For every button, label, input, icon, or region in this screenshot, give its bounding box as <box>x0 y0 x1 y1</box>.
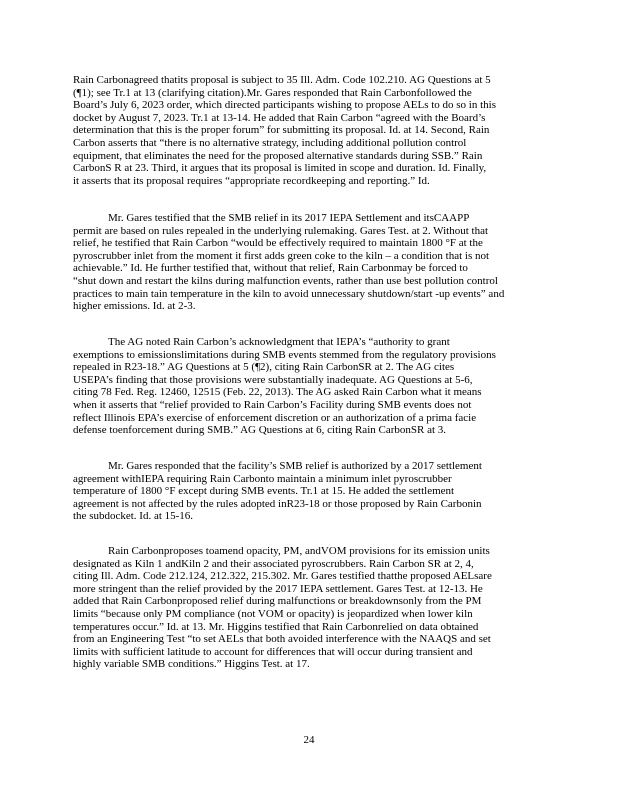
text-line: USEPA’s finding that those provisions were substantially inadequate. AG Questions at 5-6, <box>73 373 473 386</box>
text-line: higher emissions. Id. at 2-3. <box>73 300 196 313</box>
text-line: (¶1); see Tr.1 at 13 (clarifying citation).Mr. Gares responded that Rain Carbonfollowed the <box>73 86 472 99</box>
text-line: docket by August 7, 2023. Tr.1 at 13-14. He added that Rain Carbon “agreed with the Board’s <box>73 111 486 124</box>
text-line: The AG noted Rain Carbon’s acknowledgment that IEPA’s “authority to grant <box>108 336 450 348</box>
paragraph-2 <box>73 212 543 313</box>
text-line: permit are based on rules repealed in the underlying rulemaking. Gares Test. at 2. Without that <box>73 224 489 237</box>
page-number: 24 <box>303 734 315 746</box>
text-line: repealed in R23-18.” AG Questions at 5 (¶2), citing Rain CarbonSR at 2. The AG cites <box>73 361 455 374</box>
text-line: the subdocket. Id. at 15-16. <box>73 510 194 523</box>
text-line: it asserts that its proposal requires “appropriate recordkeeping and reporting.” Id. <box>73 174 430 187</box>
text-line: practices to main tain temperature in the kiln to avoid unnecessary shutdown/start -up events” and <box>73 287 505 300</box>
text-line: more stringent than the relief provided by the 2017 IEPA settlement. Gares Test. at 12-13. He <box>73 582 483 595</box>
text-line: when it asserts that “relief provided to Rain Carbon’s Facility during SMB events does not <box>73 398 472 411</box>
text-line: temperature of 1800 °F except during SMB events. Tr.1 at 15. He added the settlement <box>73 485 455 498</box>
text-line: equipment, that eliminates the need for the proposed alternative standards during SSB.” Rain <box>73 149 483 162</box>
text-line: pyroscrubber inlet from the moment it first adds green coke to the kiln – a condition that is not <box>73 249 490 262</box>
text-line: “shut down and restart the kilns during malfunction events, rather than use best pollution control <box>73 274 498 287</box>
text-line: Carbon asserts that “there is no alternative strategy, including additional pollution control <box>73 136 467 149</box>
text-line: achievable.” Id. He further testified that, without that relief, Rain Carbonmay be forced to <box>73 262 468 275</box>
text-line: designated as Kiln 1 andKiln 2 and their associated pyroscrubbers. Rain Carbon SR at 2, 4, <box>73 557 474 570</box>
text-line: citing Ill. Adm. Code 212.124, 212.322, 215.302. Mr. Gares testified thatthe proposed AELsare <box>73 570 492 583</box>
text-line: determination that this is the proper forum” for submitting its proposal. Id. at 14. Second, Rain <box>73 124 490 137</box>
text-line: highly variable SMB conditions.” Higgins Test. at 17. <box>73 658 310 671</box>
paragraph-5 <box>73 545 543 671</box>
text-line: from an Engineering Test “to set AELs that both avoided interference with the NAAQS and set <box>73 633 491 646</box>
text-line: relief, he testified that Rain Carbon “would be effectively required to maintain 1800 °F at the <box>73 237 483 250</box>
text-line: limits with sufficient latitude to account for differences that will occur during transient and <box>73 645 473 658</box>
text-line: citing 78 Fed. Reg. 12460, 12515 (Feb. 22, 2013). The AG asked Rain Carbon what it means <box>73 386 482 399</box>
text-line: limits “because only PM compliance (not VOM or opacity) is jeopardized when lower kiln <box>73 607 473 620</box>
text-line: reflect Illinois EPA’s exercise of enforcement discretion or an authorization of a prima facie <box>73 411 477 424</box>
text-line: agreement is not affected by the rules adopted inR23-18 or those proposed by Rain Carbonin <box>73 497 482 510</box>
text-line: Mr. Gares testified that the SMB relief in its 2017 IEPA Settlement and itsCAAPP <box>108 212 470 224</box>
text-line: exemptions to emissionslimitations during SMB events stemmed from the regulatory provisions <box>73 348 496 361</box>
paragraph-3 <box>73 336 543 437</box>
text-line: Rain Carbonproposes toamend opacity, PM, andVOM provisions for its emission units <box>108 545 490 557</box>
text-line: defense toenforcement during SMB.” AG Questions at 6, citing Rain CarbonSR at 3. <box>73 424 447 437</box>
text-line: agreement withIEPA requiring Rain Carbonto maintain a minimum inlet pyroscrubber <box>73 472 452 485</box>
text-line: Board’s July 6, 2023 order, which directed participants wishing to propose AELs to do so in this <box>73 99 497 112</box>
text-line: temperatures occur.” Id. at 13. Mr. Higgins testified that Rain Carbonrelied on data obtained <box>73 620 479 633</box>
text-line: Mr. Gares responded that the facility’s SMB relief is authorized by a 2017 settlement <box>108 460 482 472</box>
paragraph-1 <box>73 74 543 187</box>
text-line: Rain Carbonagreed thatits proposal is subject to 35 Ill. Adm. Code 102.210. AG Questions at 5 <box>73 74 491 86</box>
paragraph-4 <box>73 460 543 523</box>
text-line: CarbonS R at 23. Third, it argues that its proposal is limited in scope and duration. Id. Finally, <box>73 162 487 175</box>
text-line: added that Rain Carbonproposed relief during malfunctions or breakdownsonly from the PM <box>73 595 482 608</box>
